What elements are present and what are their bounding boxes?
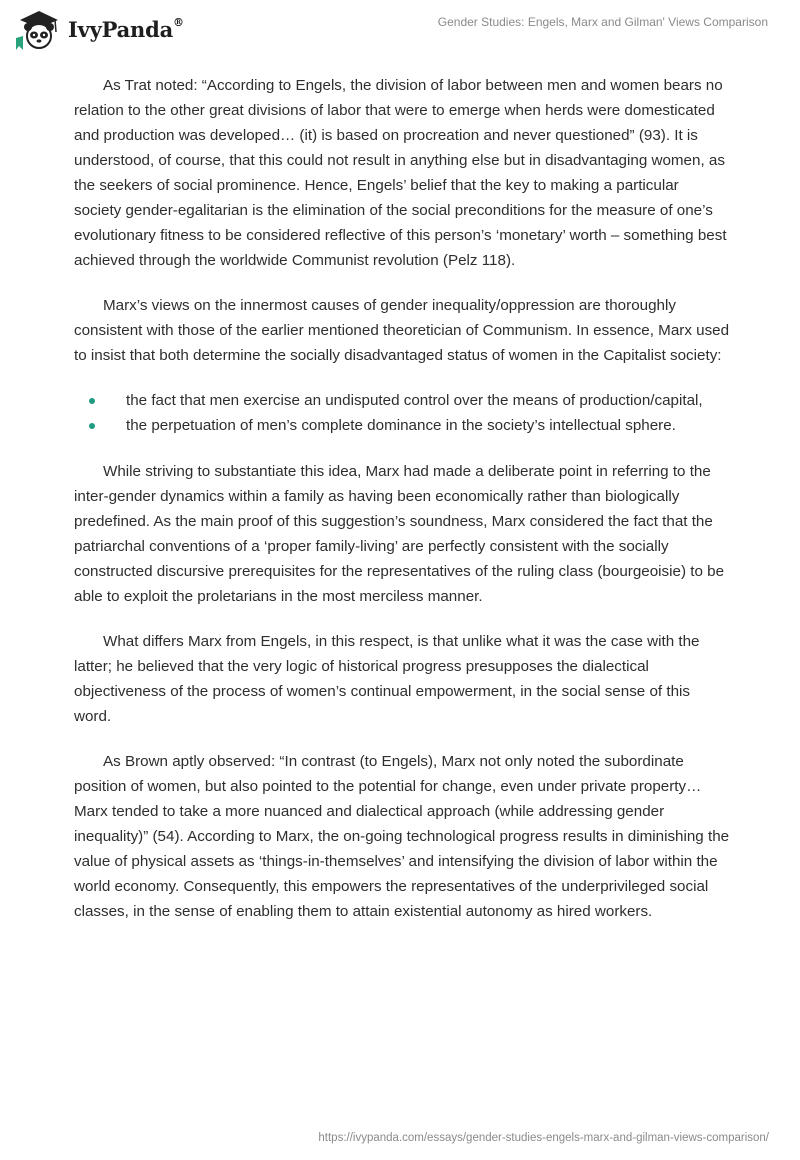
paragraph: While striving to substantiate this idea, Marx had made a deliberate point in referring to the inter-gender dynamics within a family as having been economically rather than biologically predefined. As the main proof of this suggestion’s soundness, Marx considered the fact that the patriarchal conventions of a ‘proper family-living’ are perfectly consistent with the socially constructed discursive prerequisites for the representatives of the ruling class (bourgeoisie) to be able to exploit the proletarians in the most merciless manner.: [74, 463, 725, 605]
bullet-icon: [89, 423, 95, 429]
paragraph: What differs Marx from Engels, in this respect, is that unlike what it was the case with the latter; he believed that the very logic of historical progress presupposes the dialectical objectiveness of the process of women’s continual empowerment, in the social sense of this word.: [74, 633, 700, 725]
source-url-link[interactable]: https://ivypanda.com/essays/gender-studies-engels-marx-and-gilman-views-comparison/: [318, 1132, 769, 1144]
brand-name: IvyPanda®: [68, 15, 184, 42]
list-item-text: the perpetuation of men’s complete dominance in the society’s intellectual sphere.: [126, 417, 676, 434]
panda-graduate-icon: [14, 8, 64, 52]
ivypanda-logo[interactable]: [14, 8, 184, 52]
bullet-icon: [89, 398, 95, 404]
paragraph: Marx’s views on the innermost causes of gender inequality/oppression are thoroughly consistent with those of the earlier mentioned theoretician of Communism. In essence, Marx used to insist that both determine the socially disadvantaged status of women in the Capitalist society:: [74, 297, 730, 364]
list-item-text: the fact that men exercise an undisputed control over the means of production/capital,: [126, 392, 703, 409]
list-item: [74, 413, 730, 438]
paragraph: As Brown aptly observed: “In contrast (to Engels), Marx not only noted the subordinate position of women, but also pointed to the potential for change, even under private property… Marx tended to take a more nuanced and dialectical approach (while addressing gender inequality)” (54). According to Marx, the on-going technological progress results in diminishing the value of physical assets as ‘things-in-themselves’ and intensifying the division of labor within the world economy. Consequently, this empowers the representatives of the underprivileged social classes, in the sense of enabling them to attain existential autonomy as hired workers.: [74, 753, 730, 920]
bullet-list: [74, 388, 730, 438]
document-title: Gender Studies: Engels, Marx and Gilman' Views Comparison: [437, 15, 768, 29]
list-item: [74, 388, 730, 413]
essay-body: [74, 73, 730, 944]
page-header: [0, 0, 800, 64]
paragraph: As Trat noted: “According to Engels, the division of labor between men and women bears no relation to the other great divisions of labor that were to emerge when herds were domesticated and production was developed… (it) is based on procreation and never questioned” (93). It is understood, of course, that this could not result in anything else but in disadvantaging women, as the seekers of social prominence. Hence, Engels’ belief that the key to making a particular society gender-egalitarian is the elimination of the social preconditions for the measure of one’s evolutionary fitness to be considered reflective of this person’s ‘monetary’ worth – something best achieved through the worldwide Communist revolution (Pelz 118).: [74, 77, 727, 269]
